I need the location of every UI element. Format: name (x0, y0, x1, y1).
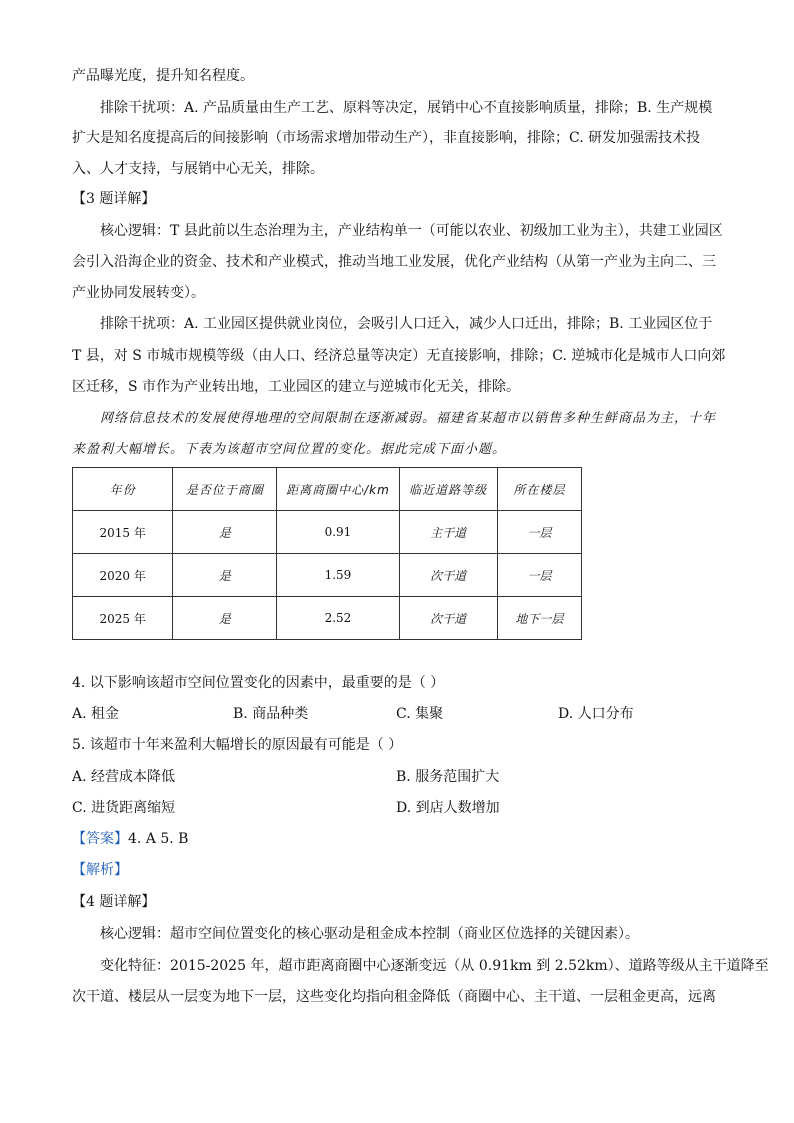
text-line: 变化特征：2015-2025 年，超市距离商圈中心逐渐变远（从 0.91km 到 2.52km）、道路等级从主干道降至 (100, 958, 769, 974)
text-line: T 县，对 S 市城市规模等级（由人口、经济总量等决定）无直接影响，排除；C. 逆城市化是城市人口向郊 (72, 348, 726, 364)
table-cell: 2025 年 (73, 597, 173, 640)
option-b: B. 商品种类 (233, 706, 309, 722)
text-line: 核心逻辑：超市空间位置变化的核心驱动是租金成本控制（商业区位选择的关键因素）。 (100, 926, 639, 942)
section-heading: 【3 题详解】 (72, 191, 156, 207)
table-header: 是否位于商圈 (173, 468, 277, 511)
text-line: 次干道、楼层从一层变为地下一层，这些变化均指向租金降低（商圈中心、主干道、一层租金更高，远离 (72, 989, 716, 1005)
table-cell: 次干道 (399, 597, 497, 640)
option-b: B. 服务范围扩大 (396, 769, 500, 785)
table-header: 年份 (73, 468, 173, 511)
option-d: D. 到店人数增加 (396, 800, 500, 816)
table-header: 距离商圈中心/km (277, 468, 399, 511)
text-line: 排除干扰项：A. 产品质量由生产工艺、原料等决定，展销中心不直接影响质量，排除；B. 生产规模 (100, 100, 713, 116)
material-text: 网络信息技术的发展使得地理的空间限制在逐渐减弱。福建省某超市以销售多种生鲜商品为主，十年 (100, 411, 717, 426)
option-c: C. 集聚 (396, 706, 444, 722)
answer-text: 4. A 5. B (128, 831, 189, 847)
table-cell: 一层 (497, 511, 581, 554)
section-heading: 【4 题详解】 (72, 894, 156, 910)
table-cell: 是 (173, 597, 277, 640)
table-header: 临近道路等级 (399, 468, 497, 511)
table-cell: 主干道 (399, 511, 497, 554)
table-cell: 是 (173, 511, 277, 554)
text-line: 产业协同发展转变）。 (72, 285, 205, 301)
table-cell: 2020 年 (73, 554, 173, 597)
text-line: 会引入沿海企业的资金、技术和产业模式，推动当地工业发展，优化产业结构（从第一产业为主向二、三 (72, 254, 716, 270)
table-row (73, 511, 582, 554)
table-cell: 是 (173, 554, 277, 597)
table-cell: 次干道 (399, 554, 497, 597)
answer-label: 【答案】 (72, 831, 128, 847)
analysis-label: 【解析】 (72, 862, 128, 878)
text-line: 排除干扰项：A. 工业园区提供就业岗位，会吸引人口迁入，减少人口迁出，排除；B. 工业园区位于 (100, 316, 713, 332)
table-row (73, 597, 582, 640)
option-d: D. 人口分布 (558, 706, 634, 722)
answer-line (72, 829, 188, 849)
location-table (72, 467, 582, 640)
table-header-row (73, 468, 582, 511)
question-stem: 4. 以下影响该超市空间位置变化的因素中，最重要的是（ ） (72, 675, 445, 691)
text-line: 区迁移，S 市作为产业转出地，工业园区的建立与逆城市化无关，排除。 (72, 379, 521, 395)
table-cell: 一层 (497, 554, 581, 597)
table-cell: 地下一层 (497, 597, 581, 640)
table-cell: 0.91 (277, 511, 399, 554)
text-line: 扩大是知名度提高后的间接影响（市场需求增加带动生产），非直接影响，排除；C. 研发加强需技术投 (72, 130, 701, 146)
table-cell: 2.52 (277, 597, 399, 640)
question-stem: 5. 该超市十年来盈利大幅增长的原因最有可能是（ ） (72, 737, 403, 753)
text-line: 核心逻辑：T 县此前以生态治理为主，产业结构单一（可能以农业、初级加工业为主），共建工业园区 (100, 223, 723, 239)
table-header: 所在楼层 (497, 468, 581, 511)
table-row (73, 554, 582, 597)
text-line: 产品曝光度，提升知名程度。 (72, 68, 254, 84)
table-cell: 1.59 (277, 554, 399, 597)
material-text: 来盈利大幅增长。下表为该超市空间位置的变化。据此完成下面小题。 (72, 442, 507, 457)
option-a: A. 经营成本降低 (72, 769, 176, 785)
option-c: C. 进货距离缩短 (72, 800, 176, 816)
table-cell: 2015 年 (73, 511, 173, 554)
text-line: 入、人才支持，与展销中心无关，排除。 (72, 161, 324, 177)
option-a: A. 租金 (72, 706, 120, 722)
